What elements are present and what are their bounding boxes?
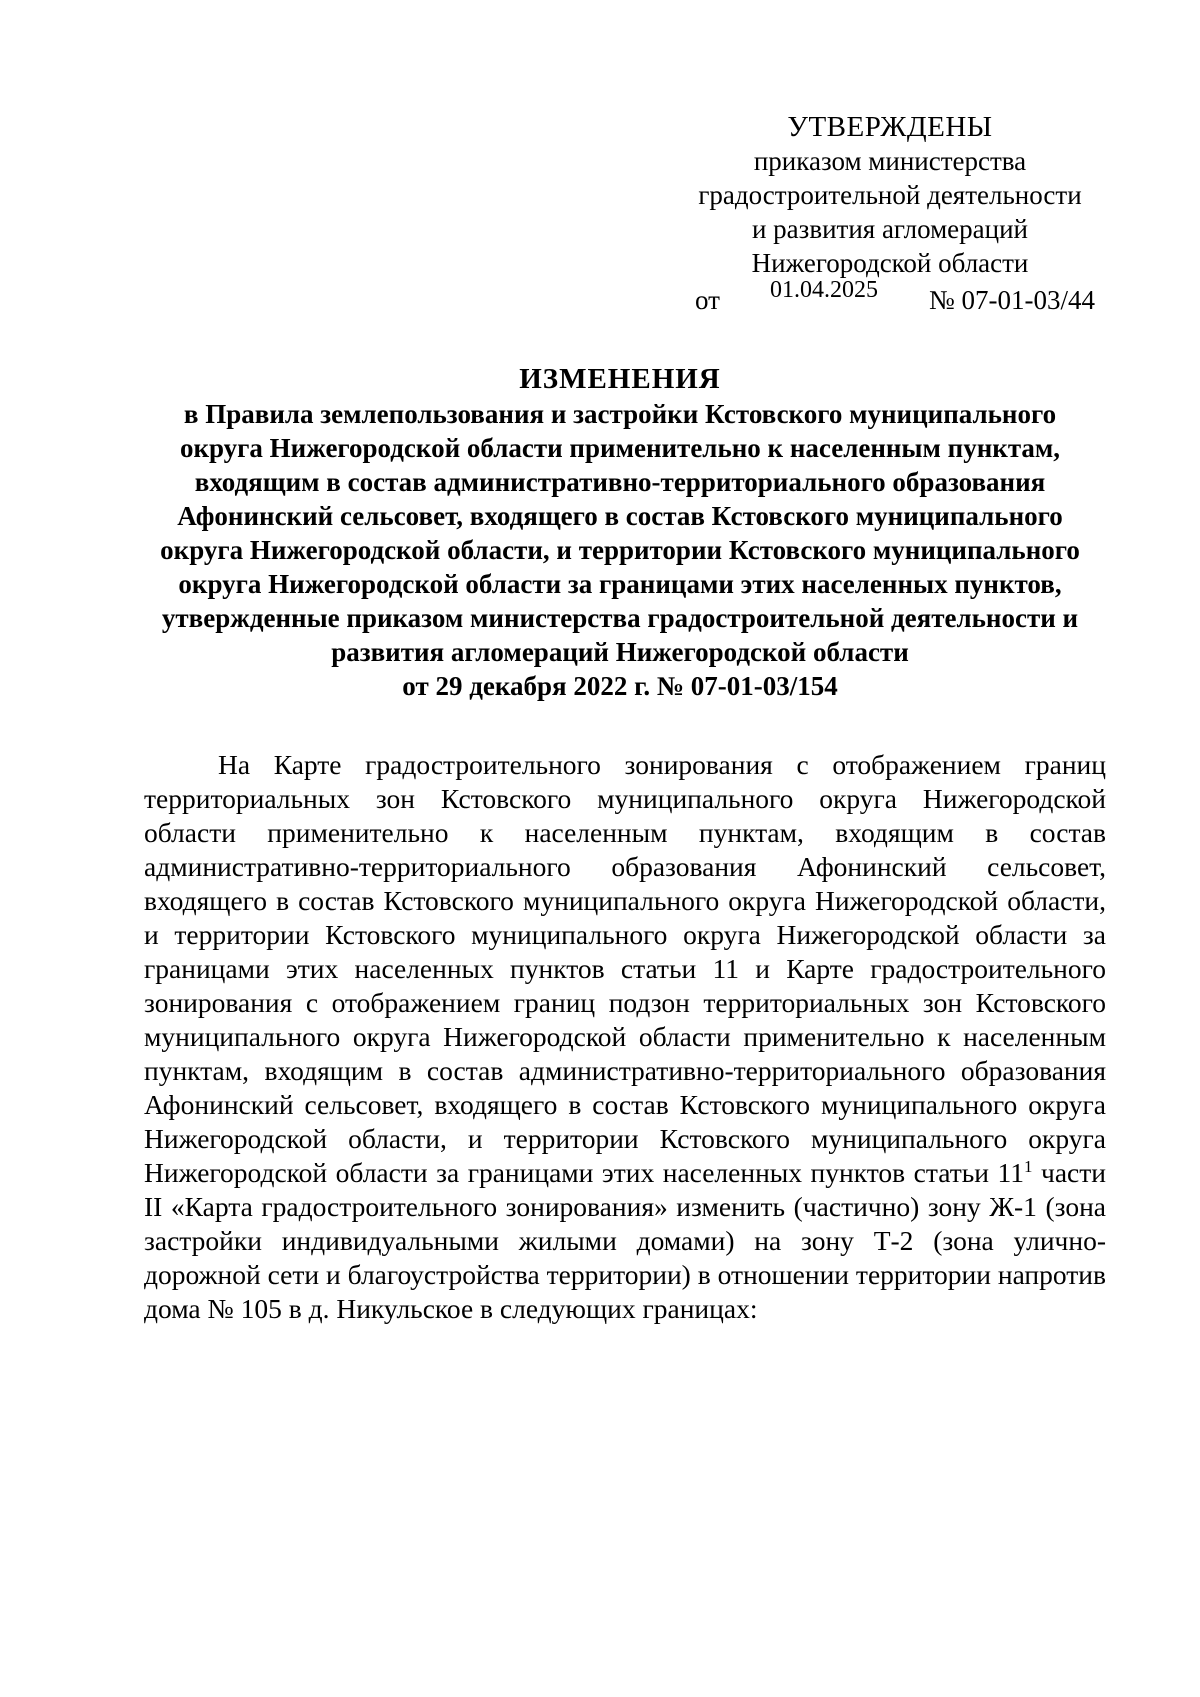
body-text-part: На Карте градостроительного зонирования с отображением границ территориальных зон Кстовского муниципального округа Нижегородской области применительно к населенным пунктам, входящим в состав административно-территориального образования Афонинский сельсовет, входящего в состав Кстовского муниципального округа Нижегородской области, и территории Кстовского муниципального округа Нижегородской области за границами этих населенных пунктов статьи 11 и Карте градостроительного зонирования с отображением границ подзон территориальных зон Кстовского муниципального округа Нижегородской области применительно к населенным пунктам, входящим в состав административно-территориального образования Афонинский сельсовет, входящего в состав Кстовского муниципального округа Нижегородской области, и территории Кстовского муниципального округа Нижегородской области за границами этих населенных пунктов статьи 11 (144, 748, 1106, 1188)
order-date: 01.04.2025 (770, 277, 878, 303)
body-text-part: части II «Карта градостроительного зонирования» изменить (частично) зону Ж-1 (зона застройки индивидуальными жилыми домами) на зону Т-2 (зона улично-дорожной сети и благоустройства территории) в отношении территории напротив дома № 105 в д. Никульское в следующих границах: (144, 1156, 1106, 1324)
order-from-label: от (695, 285, 720, 315)
order-number: № 07-01-03/44 (929, 285, 1095, 315)
heading-line: Афонинский сельсовет, входящего в состав Кстовского муниципального (177, 501, 1063, 531)
document-heading (130, 362, 1110, 703)
heading-line: округа Нижегородской области за границами этих населенных пунктов, (178, 569, 1062, 599)
approval-title: УТВЕРЖДЕНЫ (787, 111, 993, 143)
heading-line: входящим в состав административно-территориального образования (194, 467, 1046, 497)
heading-line: в Правила землепользования и застройки Кстовского муниципального (183, 399, 1057, 429)
approval-line: приказом министерства (753, 146, 1027, 176)
heading-line: развития агломераций Нижегородской области (331, 637, 909, 667)
heading-subtitle (130, 397, 1110, 703)
approval-line: градостроительной деятельности (698, 180, 1082, 210)
approval-line: и развития агломераций (751, 214, 1028, 244)
order-reference (695, 277, 1095, 317)
heading-line: округа Нижегородской области применительно к населенным пунктам, (179, 433, 1061, 463)
heading-line: утвержденные приказом министерства градостроительной деятельности и (161, 603, 1079, 633)
article-superscript: 1 (1023, 1156, 1033, 1176)
heading-title: ИЗМЕНЕНИЯ (519, 363, 721, 395)
approval-line: Нижегородской области (751, 248, 1029, 278)
heading-line: округа Нижегородской области, и территории Кстовского муниципального (160, 535, 1080, 565)
body-paragraph (144, 748, 1106, 1326)
heading-line: от 29 декабря 2022 г. № 07-01-03/154 (402, 671, 838, 701)
approval-block (680, 110, 1100, 280)
